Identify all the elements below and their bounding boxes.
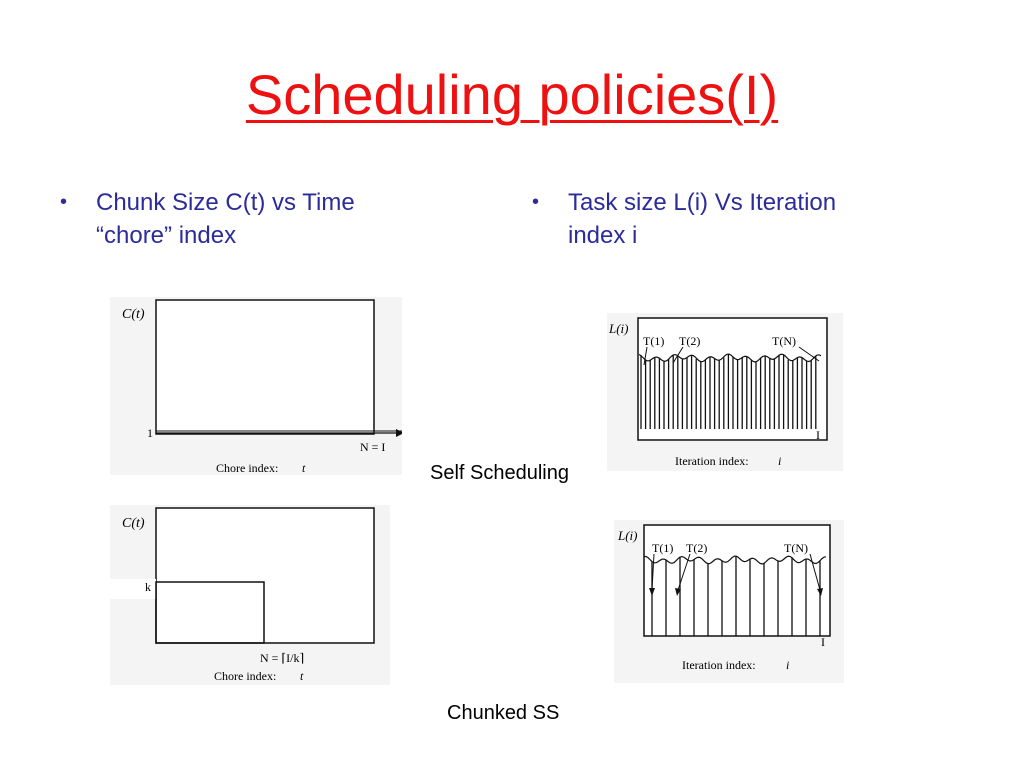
y-axis-label: L(i) [618,528,638,543]
end-label: N = I [360,440,386,454]
x-axis-variable: t [300,669,304,683]
tn-label: T(N) [784,541,808,555]
x-axis-label: Iteration index: [675,454,749,468]
x-axis-variable: i [778,454,782,468]
end-label: N = ⌈I/k⌉ [260,651,305,665]
bullet-chunk-size [60,186,410,252]
caption-chunked-ss: Chunked SS [447,702,560,724]
y-axis-label: L(i) [609,321,629,336]
bullet-text: Chunk Size C(t) vs Time “chore” index [96,189,355,249]
y-axis-label: C(t) [122,516,145,531]
bullet-marker: • [532,191,540,213]
y-axis-label: C(t) [122,307,145,322]
end-label: I [816,428,820,442]
x-axis-label: Chore index: [216,461,279,475]
x-axis-label: Chore index: [214,669,277,683]
t1-label: T(1) [652,541,674,555]
tn-label: T(N) [772,334,796,348]
plot-frame [156,300,374,434]
level-label: 1 [147,426,153,440]
x-axis-variable: t [302,461,306,475]
t2-label: T(2) [686,541,708,555]
x-axis-label: Iteration index: [682,658,756,672]
bullet-text: Task size L(i) Vs Iteration index i [568,189,837,249]
plot-frame [156,508,374,643]
caption-self-scheduling: Self Scheduling [430,462,569,484]
t2-label: T(2) [679,334,701,348]
t1-label: T(1) [643,334,665,348]
bullet-marker: • [60,191,68,213]
chunked-ss-task-diagram [614,520,844,683]
x-axis-variable: i [786,658,790,672]
bullet-task-size [532,186,902,252]
self-scheduling-task-diagram [607,313,843,471]
chunked-ss-chunk-diagram [110,505,390,685]
level-label: k [145,580,151,594]
slide-title: Scheduling policies(I) [245,63,779,126]
end-label: I [821,635,825,649]
axis-arrowhead-icon [396,429,402,437]
self-scheduling-chunk-diagram [110,297,402,475]
